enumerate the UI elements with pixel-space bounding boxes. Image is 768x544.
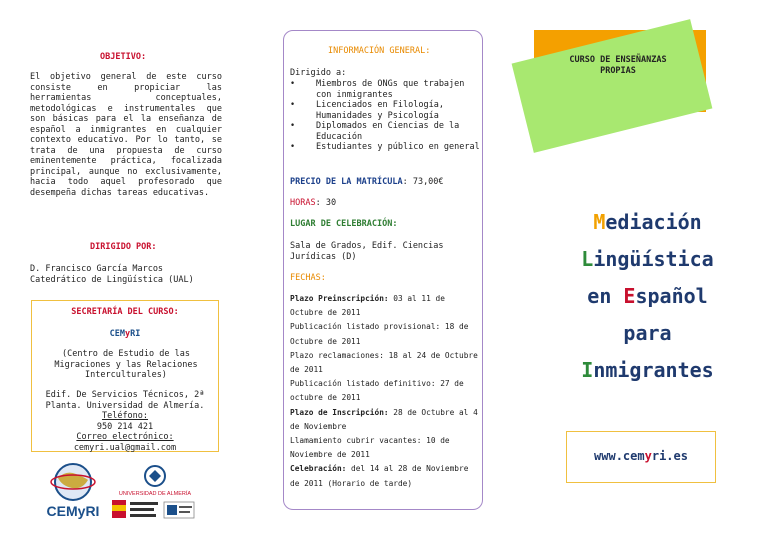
- title-word: spañol: [635, 284, 708, 308]
- fecha-item: [290, 462, 480, 490]
- title-word: ediación: [605, 210, 702, 234]
- url-part: .es: [666, 449, 688, 463]
- secretaria-title: SECRETARÍA DEL CURSO:: [71, 307, 179, 317]
- list-item: • Miembros de ONGs que trabajen con inmigrantes: [290, 79, 480, 100]
- title-word: ingüística: [593, 247, 714, 271]
- org-part: CEM: [109, 329, 125, 339]
- org-part: RI: [130, 329, 141, 339]
- dirigido-a-list: [290, 79, 480, 153]
- fecha-label: Publicación listado definitivo:: [290, 379, 436, 389]
- cemyri-logo-text: CEMyRI: [46, 503, 100, 519]
- globe-icon: [38, 460, 108, 522]
- title-initial: L: [581, 247, 594, 271]
- lugar-text: Sala de Grados, Edif. Ciencias Jurídicas (D): [290, 241, 444, 262]
- fecha-text: 18 de Octubre de 2011: [290, 322, 469, 346]
- fecha-item: [290, 292, 480, 320]
- title-word: en: [587, 284, 624, 308]
- title-line: [545, 204, 750, 241]
- director-role: Catedrático de Lingüística (UAL): [30, 274, 194, 285]
- fecha-label: Celebración:: [290, 464, 347, 474]
- precio-value: : 73,00€: [402, 177, 444, 187]
- objetivo-text: El objetivo general de este curso consiste en propiciar las herramientas conceptuales, metodológicas e instrumentales que son básicas para el la enseñanza de español a inmigrantes en cualquier contexto educativo. Por lo tanto, se trata de una propuesta de curso eminentemente práctica, focalizada principal, aunque no exclusivamente, hacia todo aquel profesorado que desempeña dichas tareas educativas.: [30, 72, 222, 198]
- org-part: y: [124, 329, 131, 339]
- list-item: • Diplomados en Ciencias de la Educación: [290, 121, 480, 142]
- fecha-label: Plazo Preinscripción:: [290, 294, 389, 303]
- fecha-text: 18 al 24 de Octubre de 2011: [290, 350, 478, 375]
- fecha-item: [290, 377, 480, 405]
- email-address[interactable]: cemyri.ual@gmail.com: [73, 442, 177, 453]
- secretaria-center-name: (Centro de Estudio de las Migraciones y las Relaciones Interculturales): [54, 349, 198, 380]
- url-part: cem: [622, 449, 645, 463]
- title-line: [545, 278, 750, 315]
- fecha-label: Llamamiento cubrir vacantes:: [290, 436, 422, 446]
- url-part: ri: [651, 449, 667, 463]
- fecha-item: [290, 320, 480, 348]
- fecha-text: 27 de octubre de 2011: [290, 379, 464, 403]
- precio-matricula: [290, 177, 444, 188]
- fechas-title: FECHAS:: [290, 273, 326, 283]
- horas: [290, 198, 336, 209]
- title-initial: I: [581, 358, 594, 382]
- horas-label: HORAS: [290, 198, 316, 208]
- fecha-text: 03 al 11 de Octubre de 2011: [290, 294, 445, 318]
- secretaria-address: Edif. De Servicios Técnicos, 2ª Planta. Universidad de Almería.: [45, 390, 205, 411]
- precio-label: PRECIO DE LA MATRÍCULA: [290, 177, 403, 187]
- university-logo: [110, 462, 200, 522]
- phone-label: Teléfono:: [101, 411, 149, 421]
- cemyri-logo: [38, 460, 108, 522]
- fecha-text: del 14 al 28 de Noviembre de 2011 (Horario de tarde): [290, 464, 469, 488]
- fecha-text: 28 de Octubre al 4 de Noviembre: [290, 407, 478, 431]
- fecha-item: [290, 349, 480, 377]
- secretaria-org-name: [32, 329, 218, 339]
- secretaria-contact: [32, 390, 218, 453]
- horas-value: : 30: [315, 198, 337, 208]
- objetivo-title: OBJETIVO:: [100, 52, 147, 62]
- title-line: [545, 352, 750, 389]
- course-type-label: CURSO DE ENSEÑANZAS PROPIAS: [569, 55, 667, 76]
- title-line: para: [623, 321, 672, 345]
- dirigido-a-label: Dirigido a:: [290, 68, 347, 78]
- fechas-list: [290, 292, 480, 491]
- website-box: [566, 431, 716, 483]
- dirigido-por-title: DIRIGIDO POR:: [90, 242, 157, 252]
- fecha-label: Plazo de Inscripción:: [290, 407, 389, 417]
- title-line: [545, 241, 750, 278]
- list-item: • Estudiantes y público en general: [290, 142, 480, 153]
- fecha-text: 10 de Noviembre de 2011: [290, 436, 450, 460]
- url-part: y: [644, 449, 652, 463]
- course-title: [545, 204, 750, 389]
- secretaria-box: [31, 300, 219, 452]
- university-name: UNIVERSIDAD DE ALMERÍA: [118, 491, 192, 497]
- email-label: Correo electrónico:: [76, 432, 174, 442]
- director-info: [30, 264, 230, 285]
- fecha-label: Publicación listado provisional:: [290, 322, 441, 332]
- title-initial: M: [593, 210, 606, 234]
- list-item: • Licenciados en Filología, Humanidades y Psicología: [290, 100, 480, 121]
- title-word: nmigrantes: [593, 358, 714, 382]
- website-link[interactable]: [567, 449, 715, 463]
- director-name: D. Francisco García Marcos: [30, 264, 164, 274]
- phone-number[interactable]: 950 214 421: [96, 421, 154, 432]
- fecha-label: Plazo reclamaciones:: [290, 350, 384, 360]
- lugar-title: LUGAR DE CELEBRACIÓN:: [290, 219, 398, 229]
- title-initial: E: [623, 284, 636, 308]
- fecha-item: [290, 406, 480, 434]
- url-part: www.: [594, 449, 623, 463]
- fecha-item: [290, 434, 480, 462]
- informacion-general-title: INFORMACIÓN GENERAL:: [328, 46, 431, 56]
